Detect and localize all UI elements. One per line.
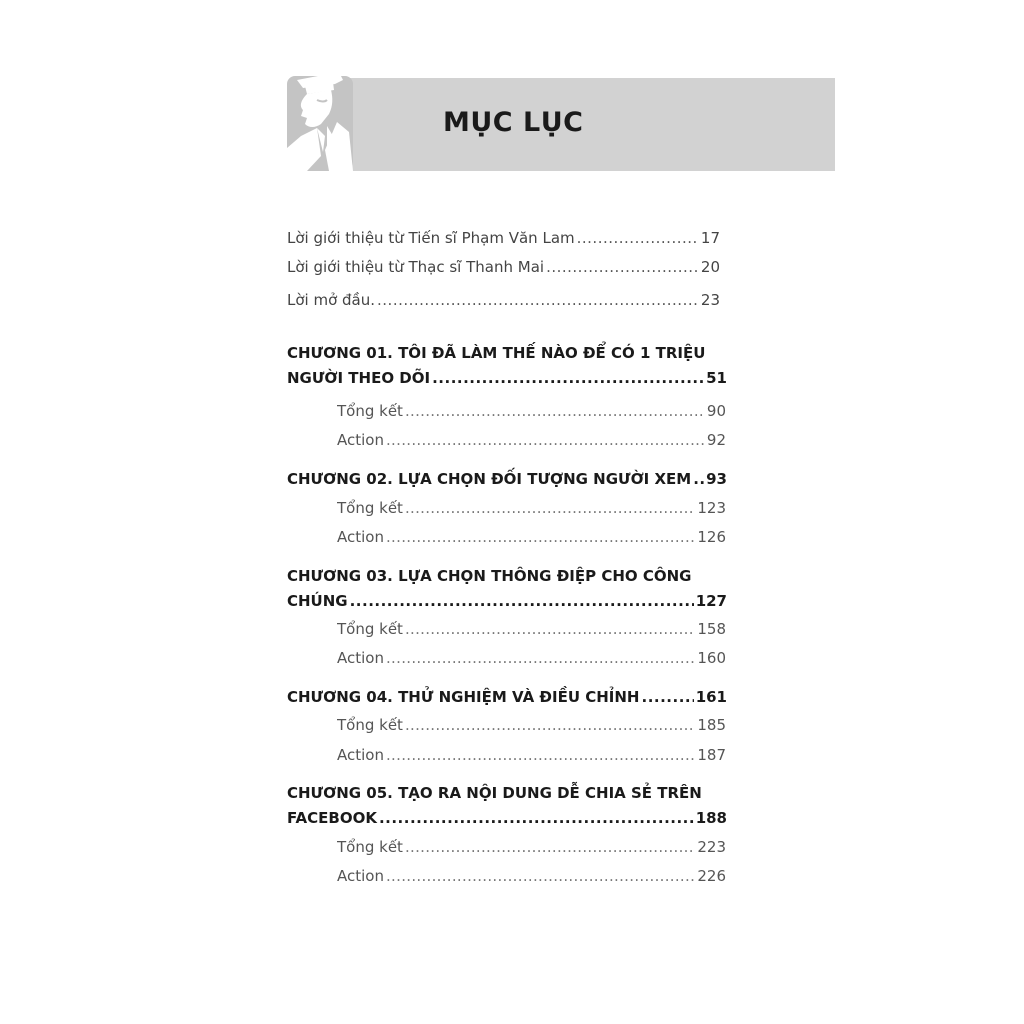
toc-page-number: 93 [706,470,727,488]
toc-entry-sub[interactable] [337,497,726,519]
toc-entry-sub[interactable] [337,714,726,736]
man-silhouette-icon [287,66,353,171]
toc-entry-sub[interactable] [337,429,726,451]
toc-entry-label: Action [337,528,384,546]
dot-leader [379,806,694,830]
toc-entry-label: CHƯƠNG 02. LỰA CHỌN ĐỐI TƯỢNG NGƯỜI XEM [287,470,692,488]
toc-entry-label: Tổng kết [337,402,403,420]
toc-entry-sub[interactable] [337,744,726,766]
toc-page-number: 126 [697,528,726,546]
toc-entry-chapter-01[interactable] [287,366,727,390]
toc-entry-sub[interactable] [337,865,726,887]
toc-entry-label: FACEBOOK [287,809,377,827]
toc-entry-label: Lời mở đầu. [287,291,376,309]
dot-leader [546,256,699,278]
toc-entry-intro-2[interactable] [287,256,720,278]
dot-leader [386,865,695,887]
dot-leader [405,618,695,640]
dot-leader [405,714,695,736]
toc-entry-label: Action [337,867,384,885]
toc-entry-label: Action [337,431,384,449]
toc-entry-sub[interactable] [337,618,726,640]
toc-entry-label: NGƯỜI THEO DÕI [287,369,431,387]
dot-leader [350,589,694,613]
toc-entry-label: Tổng kết [337,620,403,638]
toc-page-number: 185 [697,716,726,734]
dot-leader [577,227,699,249]
toc-entry-label: Action [337,746,384,764]
toc-page-number: 187 [697,746,726,764]
toc-entry-chapter-04[interactable] [287,685,727,709]
toc-entry-label: CHÚNG [287,592,348,610]
toc-page-number: 90 [706,402,726,420]
toc-entry-label: CHƯƠNG 04. THỬ NGHIỆM VÀ ĐIỀU CHỈNH [287,688,640,706]
toc-page-number: 23 [700,291,720,309]
chapter-title-line: CHƯƠNG 01. TÔI ĐÃ LÀM THẾ NÀO ĐỂ CÓ 1 TRIỆU [287,344,706,362]
toc-entry-sub[interactable] [337,647,726,669]
chapter-title-line: CHƯƠNG 05. TẠO RA NỘI DUNG DỄ CHIA SẺ TRÊN [287,784,702,802]
toc-page-number: 161 [695,688,727,706]
toc-entry-intro-3[interactable] [287,289,720,311]
dot-leader [386,429,705,451]
dot-leader [405,836,695,858]
toc-entry-label: Lời giới thiệu từ Tiến sĩ Phạm Văn Lam [287,229,575,247]
toc-page-number: 158 [697,620,726,638]
toc-entry-label: Tổng kết [337,716,403,734]
dot-leader [386,744,695,766]
toc-entry-label: Tổng kết [337,838,403,856]
toc-page-number: 127 [695,592,727,610]
toc-page-number: 123 [697,499,726,517]
toc-entry-label: Tổng kết [337,499,403,517]
toc-page-number: 223 [697,838,726,856]
toc-entry-label: Action [337,649,384,667]
dot-leader [377,289,699,311]
toc-entry-chapter-05[interactable] [287,806,727,830]
toc-page-number: 188 [695,809,727,827]
dot-leader [642,685,694,709]
dot-leader [405,400,705,422]
toc-entry-chapter-02[interactable] [287,467,727,491]
toc-entry-chapter-03[interactable] [287,589,727,613]
dot-leader [386,647,695,669]
dot-leader [386,526,695,548]
toc-page-number: 92 [706,431,726,449]
toc-entry-sub[interactable] [337,836,726,858]
chapter-title-line: CHƯƠNG 03. LỰA CHỌN THÔNG ĐIỆP CHO CÔNG [287,567,692,585]
dot-leader [405,497,695,519]
toc-page-number: 226 [697,867,726,885]
toc-page-number: 20 [700,258,720,276]
page-title: MỤC LỤC [443,107,584,138]
toc-entry-intro-1[interactable] [287,227,720,249]
toc-entry-sub[interactable] [337,526,726,548]
toc-page-number: 160 [697,649,726,667]
dot-leader [693,467,704,491]
toc-page-number: 17 [700,229,720,247]
dot-leader [432,366,704,390]
toc-entry-label: Lời giới thiệu từ Thạc sĩ Thanh Mai [287,258,545,276]
toc-entry-sub[interactable] [337,400,726,422]
toc-page-number: 51 [706,369,727,387]
